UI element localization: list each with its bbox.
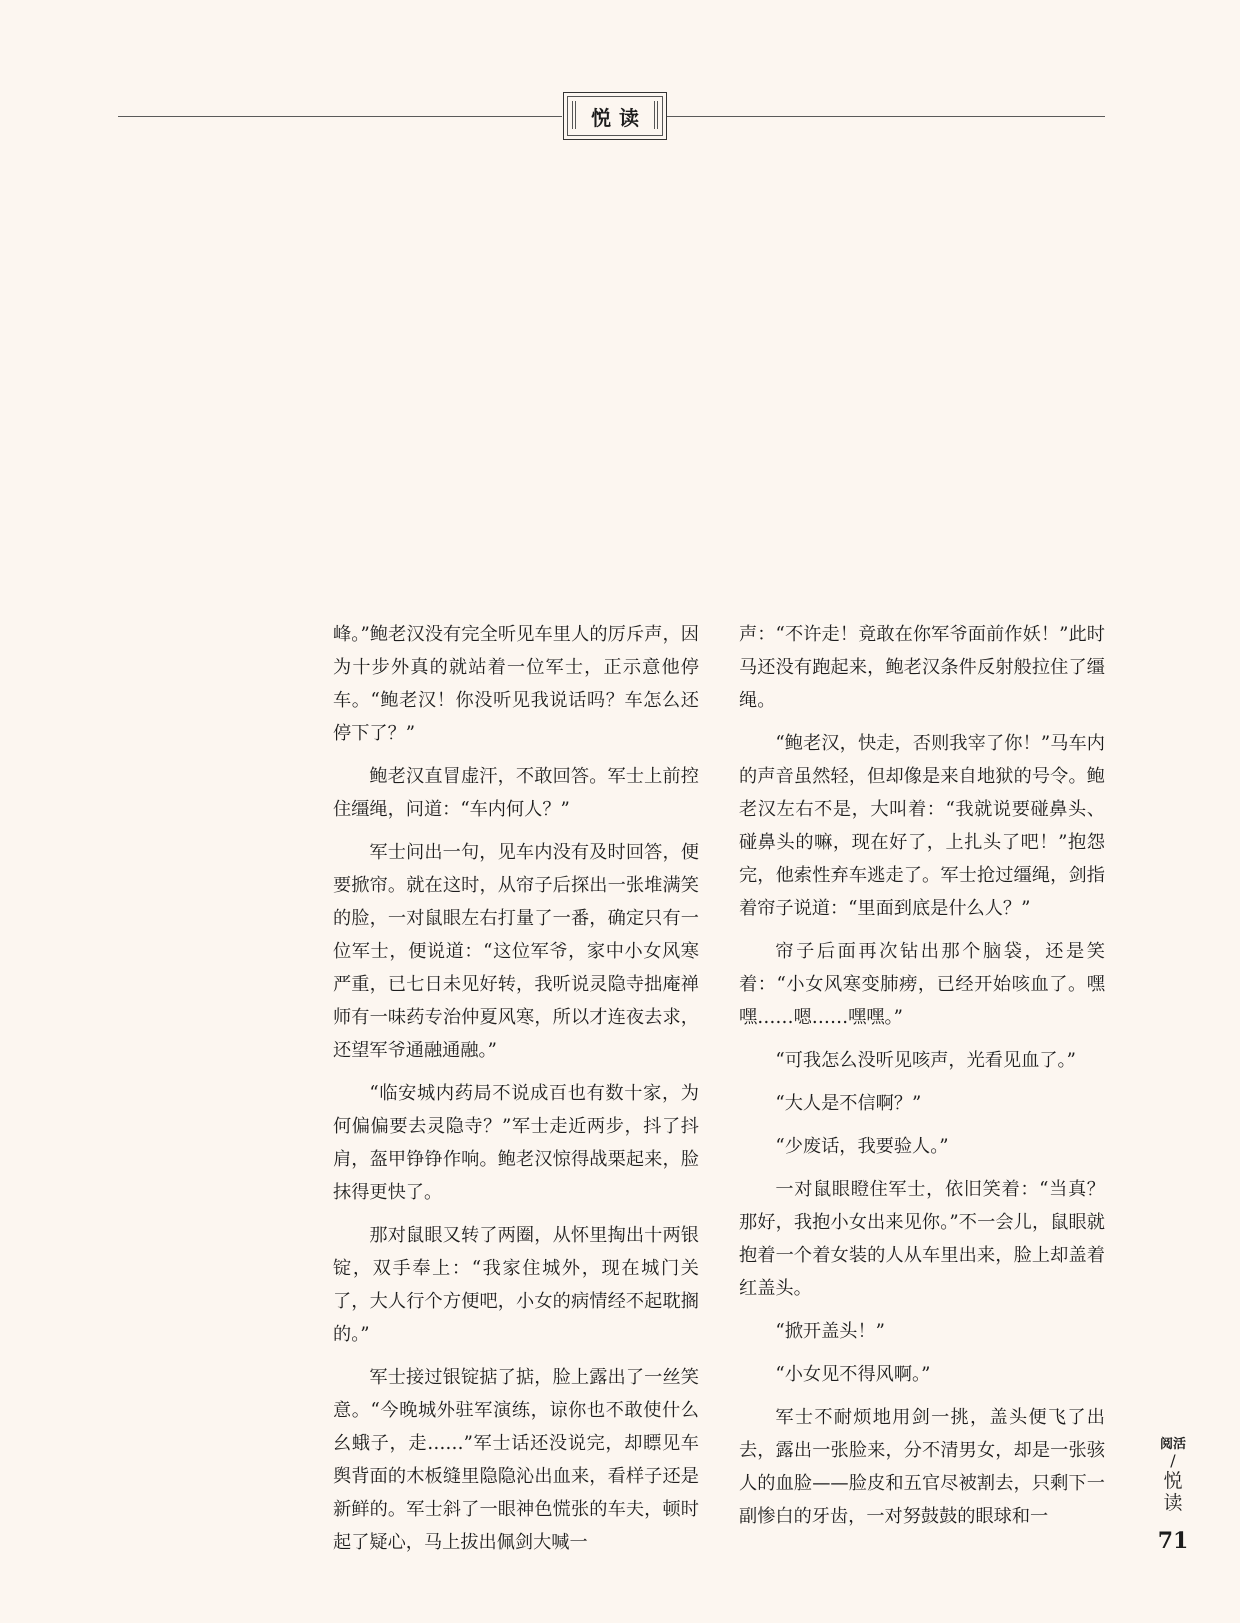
left-text-column	[333, 618, 699, 1569]
paragraph: 那对鼠眼又转了两圈，从怀里掏出十两银锭，双手奉上：“我家住城外，现在城门关了，大人行个方便吧，小女的病情经不起耽搁的。”	[333, 1225, 699, 1345]
side-label-top: 阅活	[1159, 1437, 1186, 1452]
paragraph: 鲍老汉直冒虚汗，不敢回答。军士上前控住缰绳，问道：“车内何人？”	[333, 766, 699, 820]
side-label-slash: /	[1170, 1451, 1176, 1470]
side-label-bottom: 悦读	[1163, 1470, 1183, 1514]
paragraph: 一对鼠眼瞪住军士，依旧笑着：“当真？那好，我抱小女出来见你。”不一会儿，鼠眼就抱着一个着女装的人从车里出来，脸上却盖着红盖头。	[739, 1179, 1105, 1299]
paragraph: “鲍老汉，快走，否则我宰了你！”马车内的声音虽然轻，但却像是来自地狱的号令。鲍老汉左右不是，大叫着：“我就说要碰鼻头、碰鼻头的嘛，现在好了，上扎头了吧！”抱怨完，他索性弃车逃走了。军士抢过缰绳，剑指着帘子说道：“里面到底是什么人？”	[739, 733, 1105, 919]
paragraph: “临安城内药局不说成百也有数十家，为何偏偏要去灵隐寺？”军士走近两步，抖了抖肩，盔甲铮铮作响。鲍老汉惊得战栗起来，脸抹得更快了。	[333, 1083, 699, 1203]
paragraph: “大人是不信啊？”	[775, 1093, 922, 1114]
section-title-box	[563, 92, 667, 140]
right-text-column	[739, 618, 1105, 1543]
paragraph: 峰。”鲍老汉没有完全听见车里人的厉斥声，因为十步外真的就站着一位军士，正示意他停车。“鲍老汉！你没听见我说话吗？车怎么还停下了？”	[333, 624, 699, 744]
page-number: 71	[1157, 1528, 1189, 1554]
paragraph: 军士接过银锭掂了掂，脸上露出了一丝笑意。“今晚城外驻军演练，谅你也不敢使什么幺蛾子，走……”军士话还没说完，却瞟见车舆背面的木板缝里隐隐沁出血来，看样子还是新鲜的。军士斜了一眼神色慌张的车夫，顿时起了疑心，马上拔出佩剑大喊一	[333, 1367, 699, 1553]
paragraph: “掀开盖头！”	[775, 1321, 885, 1342]
paragraph: 帘子后面再次钻出那个脑袋，还是笑着：“小女风寒变肺痨，已经开始咳血了。嘿嘿……嗯……嘿嘿。”	[739, 941, 1105, 1028]
paragraph: 军士问出一句，见车内没有及时回答，便要掀帘。就在这时，从帘子后探出一张堆满笑的脸，一对鼠眼左右打量了一番，确定只有一位军士，便说道：“这位军爷，家中小女风寒严重，已七日未见好转，我听说灵隐寺拙庵禅师有一味药专治仲夏风寒，所以才连夜去求，还望军爷通融通融。”	[333, 842, 699, 1061]
header-rule-left	[118, 116, 562, 117]
paragraph: 声：“不许走！竟敢在你军爷面前作妖！”此时马还没有跑起来，鲍老汉条件反射般拉住了缰绳。	[739, 624, 1105, 711]
header-rule-right	[667, 116, 1105, 117]
section-title: 悦读	[591, 106, 647, 130]
magazine-section-label	[1158, 1438, 1188, 1514]
paragraph: “少废话，我要验人。”	[775, 1136, 949, 1157]
paragraph: “可我怎么没听见咳声，光看见血了。”	[775, 1050, 1076, 1071]
paragraph: 军士不耐烦地用剑一挑，盖头便飞了出去，露出一张脸来，分不清男女，却是一张骇人的血脸——脸皮和五官尽被割去，只剩下一副惨白的牙齿，一对努鼓鼓的眼球和一	[739, 1407, 1105, 1527]
paragraph: “小女见不得风啊。”	[775, 1364, 931, 1385]
